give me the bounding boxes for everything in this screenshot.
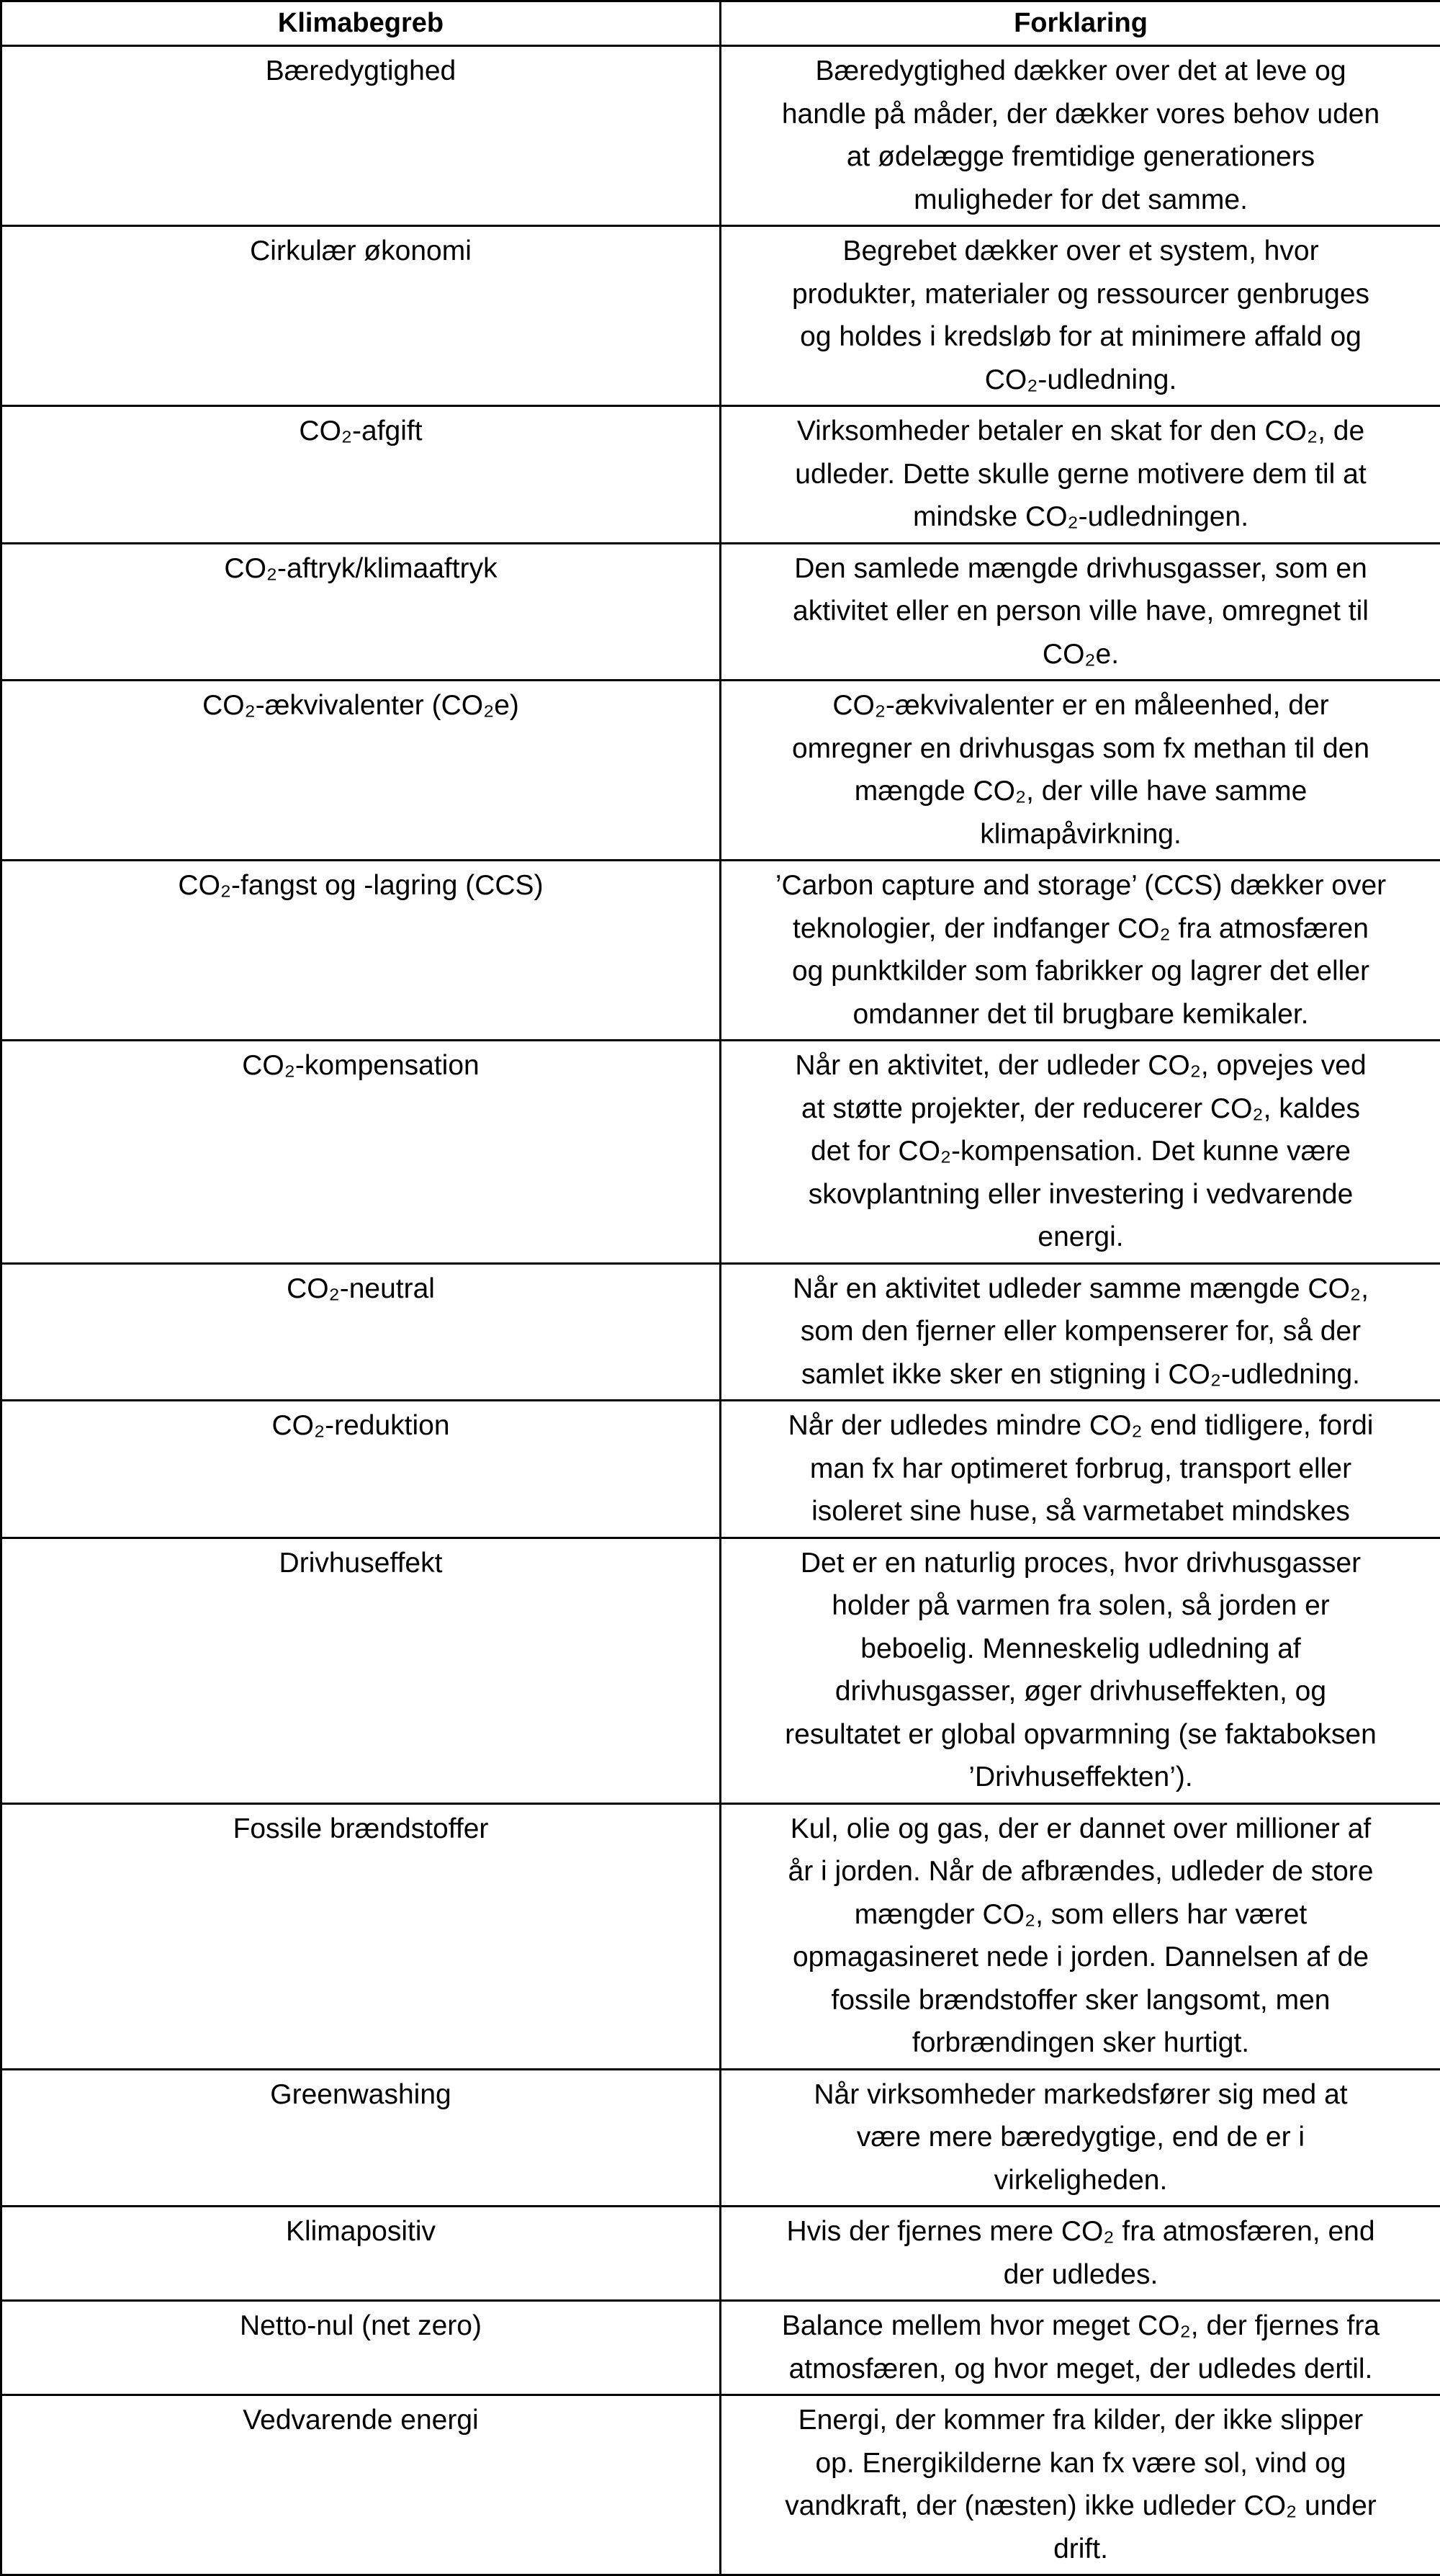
definition-line: CO₂-udledning. <box>737 359 1424 402</box>
term-cell: Klimapositiv <box>1 2207 721 2301</box>
definition-line: energi. <box>737 1216 1424 1259</box>
table-header <box>1 1 1440 46</box>
table-row <box>1 226 1440 406</box>
definition-line: beboelig. Menneskelig udledning af <box>737 1628 1424 1671</box>
definition-cell <box>721 1263 1440 1401</box>
definition-cell <box>721 2301 1440 2395</box>
definition-line: forbrændingen sker hurtigt. <box>737 2021 1424 2065</box>
definition-line: mindske CO₂-udledningen. <box>737 495 1424 539</box>
term-cell: CO₂-kompensation <box>1 1041 721 1264</box>
table-row <box>1 2207 1440 2301</box>
header-row <box>1 1 1440 46</box>
definition-cell <box>721 1538 1440 1803</box>
term-cell: CO₂-aftryk/klimaaftryk <box>1 543 721 681</box>
definition-line: Når en aktivitet, der udleder CO₂, opvejes ved <box>737 1044 1424 1087</box>
definition-cell <box>721 1401 1440 1538</box>
definition-line: virkeligheden. <box>737 2159 1424 2202</box>
table-row <box>1 681 1440 861</box>
definition-line: samlet ikke sker en stigning i CO₂-udledning. <box>737 1353 1424 1396</box>
definition-line: Begrebet dækker over et system, hvor <box>737 230 1424 273</box>
definition-cell <box>721 1803 1440 2069</box>
definition-line: isoleret sine huse, så varmetabet mindskes <box>737 1490 1424 1533</box>
definition-cell <box>721 861 1440 1041</box>
definition-line: CO₂-ækvivalenter er en måleenhed, der <box>737 684 1424 727</box>
definition-line: som den fjerner eller kompenserer for, så der <box>737 1310 1424 1353</box>
table-body <box>1 46 1440 2575</box>
definition-line: Det er en naturlig proces, hvor drivhusgasser <box>737 1542 1424 1585</box>
definition-line: fossile brændstoffer sker langsomt, men <box>737 1979 1424 2022</box>
definition-line: udleder. Dette skulle gerne motivere dem til at <box>737 453 1424 496</box>
definition-line: og holdes i kredsløb for at minimere affald og <box>737 315 1424 359</box>
definition-line: vandkraft, der (næsten) ikke udleder CO₂ under <box>737 2485 1424 2528</box>
definition-cell <box>721 543 1440 681</box>
table-row <box>1 1538 1440 1803</box>
definition-line: handle på måder, der dækker vores behov uden <box>737 93 1424 136</box>
definition-line: holder på varmen fra solen, så jorden er <box>737 1584 1424 1628</box>
definition-line: Energi, der kommer fra kilder, der ikke slipper <box>737 2399 1424 2442</box>
definition-line: ’Carbon capture and storage’ (CCS) dækker over <box>737 864 1424 907</box>
term-cell: CO₂-afgift <box>1 406 721 544</box>
definition-line: år i jorden. Når de afbrændes, udleder de store <box>737 1850 1424 1893</box>
term-cell: CO₂-ækvivalenter (CO₂e) <box>1 681 721 861</box>
definition-line: mængde CO₂, der ville have samme <box>737 770 1424 813</box>
table-row <box>1 861 1440 1041</box>
table-row <box>1 1263 1440 1401</box>
definition-line: skovplantning eller investering i vedvarende <box>737 1173 1424 1216</box>
term-cell: CO₂-fangst og -lagring (CCS) <box>1 861 721 1041</box>
definition-cell <box>721 1041 1440 1264</box>
definition-cell <box>721 2395 1440 2575</box>
definition-line: Kul, olie og gas, der er dannet over millioner af <box>737 1808 1424 1851</box>
definition-line: det for CO₂-kompensation. Det kunne være <box>737 1130 1424 1173</box>
definition-cell <box>721 681 1440 861</box>
definition-line: opmagasineret nede i jorden. Dannelsen af de <box>737 1936 1424 1979</box>
header-definition: Forklaring <box>721 1 1440 46</box>
definition-cell <box>721 2069 1440 2207</box>
definition-line: op. Energikilderne kan fx være sol, vind og <box>737 2442 1424 2485</box>
term-cell: Greenwashing <box>1 2069 721 2207</box>
definition-line: resultatet er global opvarmning (se faktaboksen <box>737 1713 1424 1756</box>
definition-line: omregner en drivhusgas som fx methan til den <box>737 727 1424 771</box>
definition-cell <box>721 46 1440 226</box>
definition-line: drift. <box>737 2528 1424 2571</box>
term-cell: CO₂-reduktion <box>1 1401 721 1538</box>
definition-line: Virksomheder betaler en skat for den CO₂, de <box>737 410 1424 453</box>
term-cell: Netto-nul (net zero) <box>1 2301 721 2395</box>
definition-line: ’Drivhuseffekten’). <box>737 1756 1424 1799</box>
definition-line: at støtte projekter, der reducerer CO₂, kaldes <box>737 1087 1424 1131</box>
definition-cell <box>721 406 1440 544</box>
table-row <box>1 1401 1440 1538</box>
term-cell: Cirkulær økonomi <box>1 226 721 406</box>
definition-line: Balance mellem hvor meget CO₂, der fjernes fra <box>737 2305 1424 2348</box>
term-cell: Bæredygtighed <box>1 46 721 226</box>
definition-line: omdanner det til brugbare kemikaler. <box>737 993 1424 1036</box>
definition-line: Hvis der fjernes mere CO₂ fra atmosfæren, end <box>737 2210 1424 2253</box>
definition-line: produkter, materialer og ressourcer genbruges <box>737 273 1424 316</box>
definition-line: Den samlede mængde drivhusgasser, som en <box>737 547 1424 591</box>
table-row <box>1 1041 1440 1264</box>
definition-line: at ødelægge fremtidige generationers <box>737 135 1424 179</box>
definition-cell <box>721 2207 1440 2301</box>
definition-line: muligheder for det samme. <box>737 179 1424 222</box>
table-row <box>1 2301 1440 2395</box>
table-row <box>1 2069 1440 2207</box>
definition-line: teknologier, der indfanger CO₂ fra atmosfæren <box>737 907 1424 951</box>
term-cell: Fossile brændstoffer <box>1 1803 721 2069</box>
definition-line: drivhusgasser, øger drivhuseffekten, og <box>737 1670 1424 1713</box>
table-row <box>1 46 1440 226</box>
definition-line: Når der udledes mindre CO₂ end tidligere, fordi <box>737 1404 1424 1448</box>
term-cell: CO₂-neutral <box>1 1263 721 1401</box>
table-row <box>1 543 1440 681</box>
definition-line: klimapåvirkning. <box>737 813 1424 856</box>
table-row <box>1 2395 1440 2575</box>
header-term: Klimabegreb <box>1 1 721 46</box>
definition-line: Når virksomheder markedsfører sig med at <box>737 2073 1424 2117</box>
definition-line: man fx har optimeret forbrug, transport eller <box>737 1448 1424 1491</box>
definition-line: Bæredygtighed dækker over det at leve og <box>737 50 1424 93</box>
definition-line: være mere bæredygtige, end de er i <box>737 2116 1424 2159</box>
term-cell: Vedvarende energi <box>1 2395 721 2575</box>
table-row <box>1 1803 1440 2069</box>
definition-line: aktivitet eller en person ville have, omregnet til <box>737 590 1424 633</box>
table-row <box>1 406 1440 544</box>
definition-line: der udledes. <box>737 2253 1424 2297</box>
definition-line: CO₂e. <box>737 633 1424 676</box>
definition-line: Når en aktivitet udleder samme mængde CO₂, <box>737 1267 1424 1311</box>
definition-line: og punktkilder som fabrikker og lagrer det eller <box>737 950 1424 993</box>
definition-cell <box>721 226 1440 406</box>
definition-line: mængder CO₂, som ellers har været <box>737 1893 1424 1937</box>
definition-line: atmosfæren, og hvor meget, der udledes dertil. <box>737 2348 1424 2391</box>
term-cell: Drivhuseffekt <box>1 1538 721 1803</box>
